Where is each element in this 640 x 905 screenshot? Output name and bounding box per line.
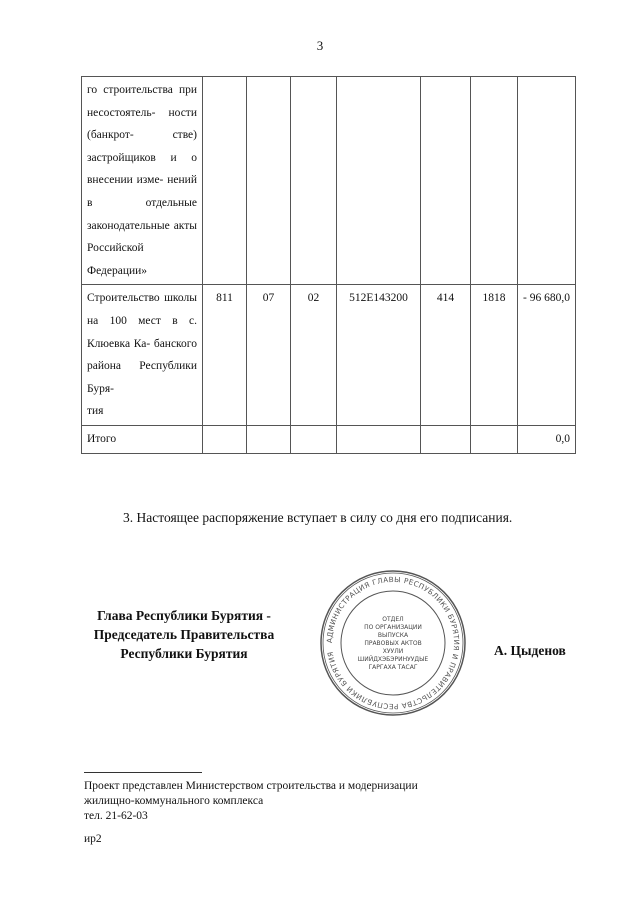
row-name-cell [82, 77, 203, 285]
row-name-cell [82, 285, 203, 426]
stamp-center-line: ОТДЕЛ [382, 616, 404, 623]
table-row [82, 425, 576, 453]
signatory-title-line: Председатель Правительства [93, 627, 275, 642]
stamp-center-line: ХУУЛИ [382, 648, 404, 655]
row-name-line: школы на 100 мест [87, 292, 197, 327]
table-cell [421, 77, 471, 285]
row-name-line: при несостоятель- [87, 84, 198, 119]
table-cell [337, 425, 421, 453]
table-cell: 811 [203, 285, 247, 426]
official-stamp [318, 568, 468, 718]
row-name-line: в с. Клюевка Ка- [87, 314, 198, 350]
table-cell [247, 77, 291, 285]
row-name-line: акты Российской [87, 219, 197, 255]
table-cell: 512Е143200 [337, 285, 421, 426]
row-name-line: Федерации» [87, 264, 148, 277]
row-name-line: нений в отдельные [87, 174, 197, 209]
table-cell [421, 425, 471, 453]
table-cell: 02 [291, 285, 337, 426]
budget-table [81, 76, 576, 454]
footnote-line: жилищно-коммунального комплекса [84, 795, 264, 807]
table-cell [471, 425, 518, 453]
document-mark: ир2 [84, 833, 102, 845]
table-cell [203, 77, 247, 285]
footnote-divider [84, 772, 202, 773]
table-cell: 0,0 [518, 425, 576, 453]
footnote-line: Проект представлен Министерством строительства и модернизации [84, 780, 418, 792]
table-cell [247, 425, 291, 453]
table-cell: 1818 [471, 285, 518, 426]
footnote-line: тел. 21-62-03 [84, 810, 148, 822]
row-name-line: Строительство [87, 292, 160, 305]
row-name-line: и о внесении изме- [87, 151, 198, 187]
table-cell [291, 425, 337, 453]
stamp-center-line: ВЫПУСКА [377, 632, 409, 639]
row-name-line: законодательные [87, 219, 170, 232]
signatory-title-line: Республики Бурятия [120, 646, 248, 661]
row-name-line: го строительства [87, 84, 173, 96]
table-cell [518, 77, 576, 285]
page-number: 3 [316, 38, 324, 53]
signatory-name: А. Цыденов [494, 643, 566, 658]
stamp-center-line: ПРАВОВЫХ АКТОВ [364, 640, 422, 647]
table-row [82, 285, 576, 426]
row-name-line: Итого [87, 432, 117, 445]
row-name-line: ности (банкрот- [87, 106, 197, 142]
row-name-line: тия [87, 405, 104, 418]
stamp-ring-text: АДМИНИСТРАЦИЯ ГЛАВЫ РЕСПУБЛИКИ БУРЯТИЯ И ПРАВИТЕЛЬСТВА РЕСПУБЛИКИ БУРЯТИЯ [324, 574, 462, 712]
clause-3: 3. Настоящее распоряжение вступает в силу со дня его подписания. [123, 510, 513, 525]
table-cell [203, 425, 247, 453]
table-cell: 07 [247, 285, 291, 426]
footnote [84, 779, 418, 824]
table-cell [471, 77, 518, 285]
signatory-title [84, 606, 284, 663]
stamp-center-line: ГАРГАХА ТАСАГ [368, 664, 418, 671]
table-cell [337, 77, 421, 285]
table-cell [291, 77, 337, 285]
stamp-center-line: ПО ОРГАНИЗАЦИИ [364, 624, 422, 631]
table-cell: - 96 680,0 [518, 285, 576, 426]
row-name-line: стве) застройщиков [87, 129, 197, 164]
table-cell: 414 [421, 285, 471, 426]
row-name-cell [82, 425, 203, 453]
row-name-line: Республики Буря- [87, 360, 197, 395]
stamp-center-line: ШИЙДХЭБЭРИНУУДЫЕ [357, 656, 429, 663]
signatory-title-line: Глава Республики Бурятия - [97, 608, 271, 623]
table-row [82, 77, 576, 285]
row-name-line: банского района [87, 337, 197, 373]
